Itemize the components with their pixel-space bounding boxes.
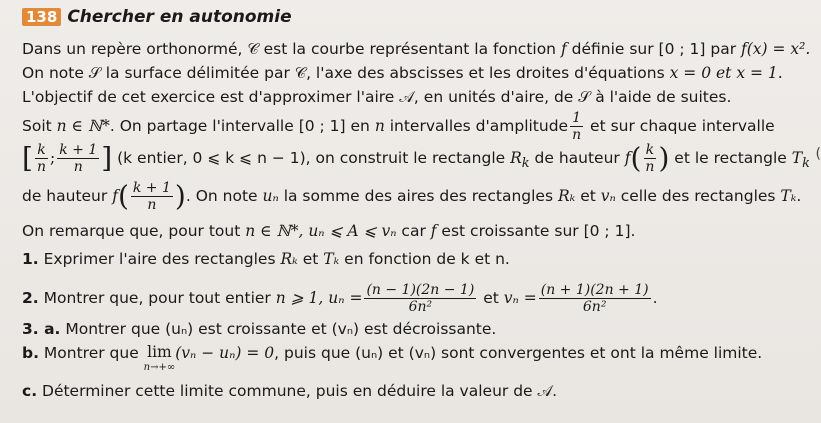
cut-off-glyph: ( — [815, 146, 821, 162]
intro-line-2: On note 𝒮 la surface délimitée par 𝒞, l'axe des abscisses et les droites d'équations x = 0 et x = 1. — [22, 64, 783, 82]
fraction-k-plus-1-over-n: $\frac{k + 1}{n}$ — [59, 142, 98, 175]
intro-line-5: [ $\frac{k}{n}$ ; $\frac{k + 1}{n}$ ] (k entier, 0 ⩽ k ⩽ n − 1), on construit le rectangle $R_k$ de hauteur f( $\frac{k}{n}$ ) et le rectangle $T_k$ — [22, 141, 810, 175]
intro-line-4: Soit n ∈ ℕ*. On partage l'intervalle [0 ; 1] en n intervalles d'amplitude $\frac{1}{n}$ et sur chaque intervalle — [22, 110, 775, 143]
fraction-un: $\frac{(n - 1)(2n - 1)}{\text{6n²}}$ — [366, 282, 475, 315]
question-3c: c. Déterminer cette limite commune, puis en déduire la valeur de 𝒜. — [22, 382, 558, 400]
intro-line-3: L'objectif de cet exercice est d'approximer l'aire 𝒜, en unités d'aire, de 𝒮 à l'aide de suites. — [22, 88, 732, 106]
question-1: 1. Exprimer l'aire des rectangles Rₖ et Tₖ en fonction de k et n. — [22, 250, 510, 268]
question-3b: b. Montrer que lim n→+∞ (vₙ − uₙ) = 0, puis que (uₙ) et (vₙ) sont convergentes et ont la même limite. — [22, 344, 762, 376]
intro-line-7: On remarque que, pour tout n ∈ ℕ*, uₙ ⩽ A ⩽ vₙ car f est croissante sur [0 ; 1]. — [22, 222, 636, 240]
question-2: 2. Montrer que, pour tout entier n ⩾ 1, uₙ = $\frac{(n - 1)(2n - 1)}{\text{6n²}}$ et vₙ = $\frac{(n + 1)(2n + 1)}{\text{6n²}}$ . — [22, 282, 658, 315]
limit-expression: lim n→+∞ — [143, 343, 176, 373]
exercise-title: Chercher en autonomie — [67, 7, 292, 27]
exercise-header — [22, 8, 292, 26]
exercise-number: 138 — [22, 8, 61, 26]
question-3a: 3. a. Montrer que (uₙ) est croissante et (vₙ) est décroissante. — [22, 320, 497, 338]
fraction-vn: $\frac{(n + 1)(2n + 1)}{\text{6n²}}$ — [540, 282, 649, 315]
intro-line-6: de hauteur f( $\frac{k + 1}{n}$ ). On note uₙ la somme des aires des rectangles Rₖ et vₙ celle des rectangles Tₖ. — [22, 179, 802, 213]
intro-line-1: Dans un repère orthonormé, 𝒞 est la courbe représentant la fonction f définie sur [0 ; 1] par f(x) = x². — [22, 40, 811, 58]
fraction-k-over-n: $\frac{k}{n}$ — [36, 142, 46, 175]
fraction-1-over-n: $\frac{1}{n}$ — [572, 110, 582, 143]
